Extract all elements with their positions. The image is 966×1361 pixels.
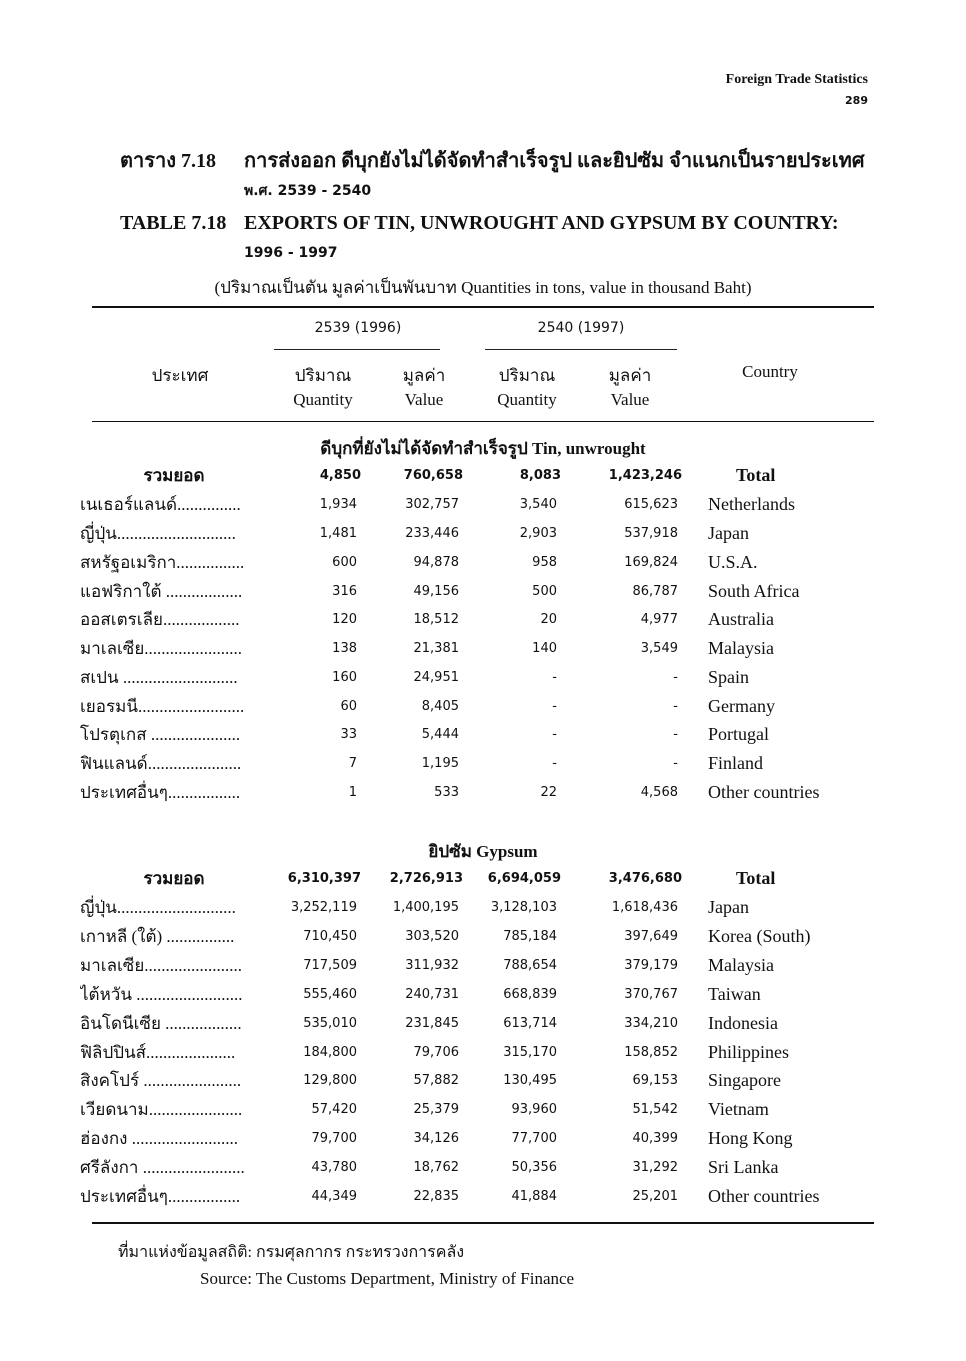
header-qty-1996-en: Quantity: [293, 390, 353, 409]
value-1997: 334,210: [624, 1016, 678, 1031]
header-val-1996-th: มูลค่า: [402, 366, 446, 385]
table-row-total: [80, 864, 880, 893]
section-title-tin: ดีบุกที่ยังไม่ได้จัดทำสำเร็จรูป Tin, unwrought: [320, 439, 646, 458]
country-en: Other countries: [708, 782, 820, 802]
value-1997: 158,852: [624, 1045, 678, 1060]
title-th-text: การส่งออก ดีบุกยังไม่ได้จัดทำสำเร็จรูป และยิปซัม จำแนกเป็นรายประเทศ: [244, 150, 865, 172]
country-th: เกาหลี (ใต้) ................: [80, 927, 235, 946]
value-1996: 94,878: [413, 555, 459, 570]
country-th: เยอรมนี.........................: [80, 697, 245, 716]
table-row: [80, 577, 880, 606]
value-1997: 1,423,246: [608, 468, 682, 483]
country-th: สิงคโปร์ .......................: [80, 1071, 242, 1090]
value-1996: 1,400,195: [392, 900, 459, 915]
country-th: ศรีลังกา ........................: [80, 1158, 245, 1177]
country-en: Vietnam: [708, 1099, 769, 1119]
country-en: Philippines: [708, 1042, 790, 1062]
qty-1997: 8,083: [519, 468, 561, 483]
country-en: South Africa: [708, 581, 800, 601]
country-en: U.S.A.: [708, 552, 758, 572]
qty-1996: 57,420: [311, 1102, 357, 1117]
country-en: Hong Kong: [708, 1128, 793, 1148]
table-row: [80, 1038, 880, 1067]
value-1996: 49,156: [413, 584, 459, 599]
country-th: โปรตุเกส .....................: [80, 725, 241, 744]
qty-1996: 184,800: [303, 1045, 357, 1060]
qty-1996: 60: [340, 699, 357, 714]
qty-1996: 43,780: [311, 1160, 357, 1175]
qty-1997: 668,839: [503, 987, 557, 1002]
qty-1996: 7: [348, 756, 357, 771]
country-th: แอฟริกาใต้ ..................: [80, 582, 243, 601]
qty-1996: 3,252,119: [290, 900, 357, 915]
value-1996: 22,835: [413, 1189, 459, 1204]
country-en: Germany: [708, 696, 775, 716]
year-1996-underline: [274, 349, 440, 350]
qty-1996: 4,850: [319, 468, 361, 483]
value-1996: 18,512: [413, 612, 459, 627]
qty-1997: 6,694,059: [487, 871, 561, 886]
country-en: Japan: [708, 897, 749, 917]
title-th-years: พ.ศ. 2539 - 2540: [244, 183, 372, 199]
qty-1997: 958: [532, 555, 557, 570]
country-en: Netherlands: [708, 494, 795, 514]
country-en: Indonesia: [708, 1013, 778, 1033]
country-en: Other countries: [708, 1186, 820, 1206]
qty-1996: 316: [332, 584, 357, 599]
section-title-gypsum: ยิปซัม Gypsum: [428, 842, 538, 861]
qty-1997: 613,714: [503, 1016, 557, 1031]
title-en-text: EXPORTS OF TIN, UNWROUGHT AND GYPSUM BY COUNTRY:: [244, 212, 839, 234]
value-1996: 303,520: [405, 929, 459, 944]
qty-1997: 315,170: [503, 1045, 557, 1060]
country-th: ฮ่องกง .........................: [80, 1129, 238, 1148]
country-th: เนเธอร์แลนด์...............: [80, 495, 241, 514]
value-1996: 8,405: [421, 699, 459, 714]
country-th: ไต้หวัน .........................: [80, 985, 243, 1004]
value-1996: 34,126: [413, 1131, 459, 1146]
page-number: 289: [845, 94, 868, 107]
header-val-1997-th: มูลค่า: [608, 366, 652, 385]
header-year-1997: 2540 (1997): [537, 320, 625, 336]
value-1996: 18,762: [413, 1160, 459, 1175]
value-1997: 4,977: [640, 612, 678, 627]
table-row: [80, 490, 880, 519]
qty-1996: 535,010: [303, 1016, 357, 1031]
table-row: [80, 1182, 880, 1211]
value-1997: 4,568: [640, 785, 678, 800]
country-en: Sri Lanka: [708, 1157, 779, 1177]
page-header: [726, 72, 868, 107]
value-1997: -: [673, 727, 678, 742]
table-row: [80, 749, 880, 778]
country-en: Australia: [708, 609, 774, 629]
qty-1997: 93,960: [511, 1102, 557, 1117]
value-1996: 231,845: [405, 1016, 459, 1031]
table-row: [80, 634, 880, 663]
header-qty-1997-th: ปริมาณ: [498, 366, 556, 385]
value-1997: 1,618,436: [611, 900, 678, 915]
table-row: [80, 951, 880, 980]
value-1997: 370,767: [624, 987, 678, 1002]
value-1997: 25,201: [632, 1189, 678, 1204]
country-th: ประเทศอื่นๆ.................: [80, 1187, 241, 1206]
header-bottom-rule: [92, 421, 874, 422]
country-th: รวมยอด: [143, 466, 205, 485]
qty-1997: 2,903: [519, 526, 557, 541]
table-row: [80, 1009, 880, 1038]
qty-1996: 129,800: [303, 1073, 357, 1088]
title-en-label: TABLE 7.18: [120, 212, 227, 234]
country-th: ฟิลิปปินส์.....................: [80, 1043, 236, 1062]
qty-1997: -: [552, 756, 557, 771]
qty-1997: 785,184: [503, 929, 557, 944]
country-th: เวียดนาม......................: [80, 1100, 243, 1119]
qty-1997: 3,128,103: [490, 900, 557, 915]
qty-1997: 130,495: [503, 1073, 557, 1088]
qty-1997: 500: [532, 584, 557, 599]
country-th: สหรัฐอเมริกา................: [80, 553, 245, 572]
value-1996: 2,726,913: [389, 871, 463, 886]
qty-1997: 788,654: [503, 958, 557, 973]
value-1996: 21,381: [413, 641, 459, 656]
table-row: [80, 922, 880, 951]
country-en: Total: [736, 868, 776, 888]
country-en: Malaysia: [708, 638, 774, 658]
country-th: ฟินแลนด์......................: [80, 754, 242, 773]
value-1996: 311,932: [405, 958, 459, 973]
qty-1996: 79,700: [311, 1131, 357, 1146]
qty-1996: 1: [348, 785, 357, 800]
qty-1997: 3,540: [519, 497, 557, 512]
value-1996: 5,444: [421, 727, 459, 742]
country-th: สเปน ...........................: [80, 668, 238, 687]
value-1997: -: [673, 756, 678, 771]
table-row: [80, 893, 880, 922]
value-1997: 40,399: [632, 1131, 678, 1146]
qty-1997: -: [552, 670, 557, 685]
qty-1997: 77,700: [511, 1131, 557, 1146]
units-note: (ปริมาณเป็นตัน มูลค่าเป็นพันบาท Quantities in tons, value in thousand Baht): [214, 278, 752, 297]
qty-1997: -: [552, 727, 557, 742]
table-row: [80, 1066, 880, 1095]
country-th: อินโดนีเซีย ..................: [80, 1014, 242, 1033]
table-row: [80, 692, 880, 721]
value-1996: 24,951: [413, 670, 459, 685]
value-1997: 86,787: [632, 584, 678, 599]
table-row: [80, 1153, 880, 1182]
country-en: Total: [736, 465, 776, 485]
qty-1996: 1,934: [319, 497, 357, 512]
qty-1996: 717,509: [303, 958, 357, 973]
qty-1996: 138: [332, 641, 357, 656]
qty-1997: 22: [540, 785, 557, 800]
country-en: Taiwan: [708, 984, 761, 1004]
qty-1996: 6,310,397: [287, 871, 361, 886]
header-qty-1996-th: ปริมาณ: [294, 366, 352, 385]
country-th: รวมยอด: [143, 869, 205, 888]
qty-1997: 50,356: [511, 1160, 557, 1175]
title-th-label: ตาราง 7.18: [120, 150, 216, 172]
value-1996: 57,882: [413, 1073, 459, 1088]
table-row: [80, 1095, 880, 1124]
table-bottom-rule: [92, 1222, 874, 1224]
value-1997: 397,649: [624, 929, 678, 944]
qty-1996: 555,460: [303, 987, 357, 1002]
source-note: [118, 1240, 574, 1289]
header-country-en: Country: [742, 362, 798, 381]
value-1996: 240,731: [405, 987, 459, 1002]
value-1996: 302,757: [405, 497, 459, 512]
country-en: Portugal: [708, 724, 769, 744]
qty-1996: 120: [332, 612, 357, 627]
series-title: Foreign Trade Statistics: [725, 72, 868, 87]
header-country-th: ประเทศ: [151, 366, 209, 385]
value-1997: 31,292: [632, 1160, 678, 1175]
country-th: ออสเตรเลีย..................: [80, 610, 240, 629]
qty-1997: -: [552, 699, 557, 714]
value-1997: 537,918: [624, 526, 678, 541]
year-1997-underline: [485, 349, 677, 350]
table-row: [80, 605, 880, 634]
country-en: Japan: [708, 523, 749, 543]
country-en: Korea (South): [708, 926, 811, 946]
country-th: มาเลเซีย.......................: [80, 956, 243, 975]
header-val-1996-en: Value: [404, 390, 444, 409]
country-th: ญี่ปุ่น............................: [80, 524, 236, 543]
country-th: ประเทศอื่นๆ.................: [80, 783, 241, 802]
value-1996: 233,446: [405, 526, 459, 541]
source-th: ที่มาแห่งข้อมูลสถิติ: กรมศุลกากร กระทรวงการคลัง: [118, 1244, 465, 1261]
qty-1996: 600: [332, 555, 357, 570]
value-1997: 379,179: [624, 958, 678, 973]
value-1996: 79,706: [413, 1045, 459, 1060]
country-en: Finland: [708, 753, 764, 773]
value-1997: 69,153: [632, 1073, 678, 1088]
value-1997: 3,549: [640, 641, 678, 656]
country-en: Malaysia: [708, 955, 774, 975]
country-en: Spain: [708, 667, 750, 687]
value-1997: -: [673, 670, 678, 685]
table-row: [80, 663, 880, 692]
value-1996: 533: [434, 785, 459, 800]
header-val-1997-en: Value: [610, 390, 650, 409]
qty-1996: 1,481: [319, 526, 357, 541]
value-1996: 1,195: [421, 756, 459, 771]
country-th: มาเลเซีย.......................: [80, 639, 243, 658]
table-row: [80, 720, 880, 749]
qty-1996: 33: [340, 727, 357, 742]
header-qty-1997-en: Quantity: [497, 390, 557, 409]
table-top-rule: [92, 306, 874, 308]
qty-1996: 710,450: [303, 929, 357, 944]
table-row: [80, 778, 880, 807]
title-en-years: 1996 - 1997: [244, 245, 338, 261]
source-en: Source: The Customs Department, Ministry of Finance: [200, 1269, 575, 1288]
value-1997: 3,476,680: [608, 871, 682, 886]
qty-1997: 41,884: [511, 1189, 557, 1204]
qty-1997: 140: [532, 641, 557, 656]
qty-1996: 44,349: [311, 1189, 357, 1204]
table-row: [80, 1124, 880, 1153]
value-1996: 25,379: [413, 1102, 459, 1117]
value-1997: 169,824: [624, 555, 678, 570]
table-title-block: [120, 146, 880, 268]
value-1997: 615,623: [624, 497, 678, 512]
value-1997: 51,542: [632, 1102, 678, 1117]
value-1997: -: [673, 699, 678, 714]
value-1996: 760,658: [403, 468, 463, 483]
header-year-1996: 2539 (1996): [314, 320, 402, 336]
table-row: [80, 548, 880, 577]
table-row: [80, 519, 880, 548]
country-en: Singapore: [708, 1070, 781, 1090]
country-th: ญี่ปุ่น............................: [80, 898, 236, 917]
table-row: [80, 980, 880, 1009]
table-row-total: [80, 461, 880, 490]
qty-1996: 160: [332, 670, 357, 685]
qty-1997: 20: [540, 612, 557, 627]
